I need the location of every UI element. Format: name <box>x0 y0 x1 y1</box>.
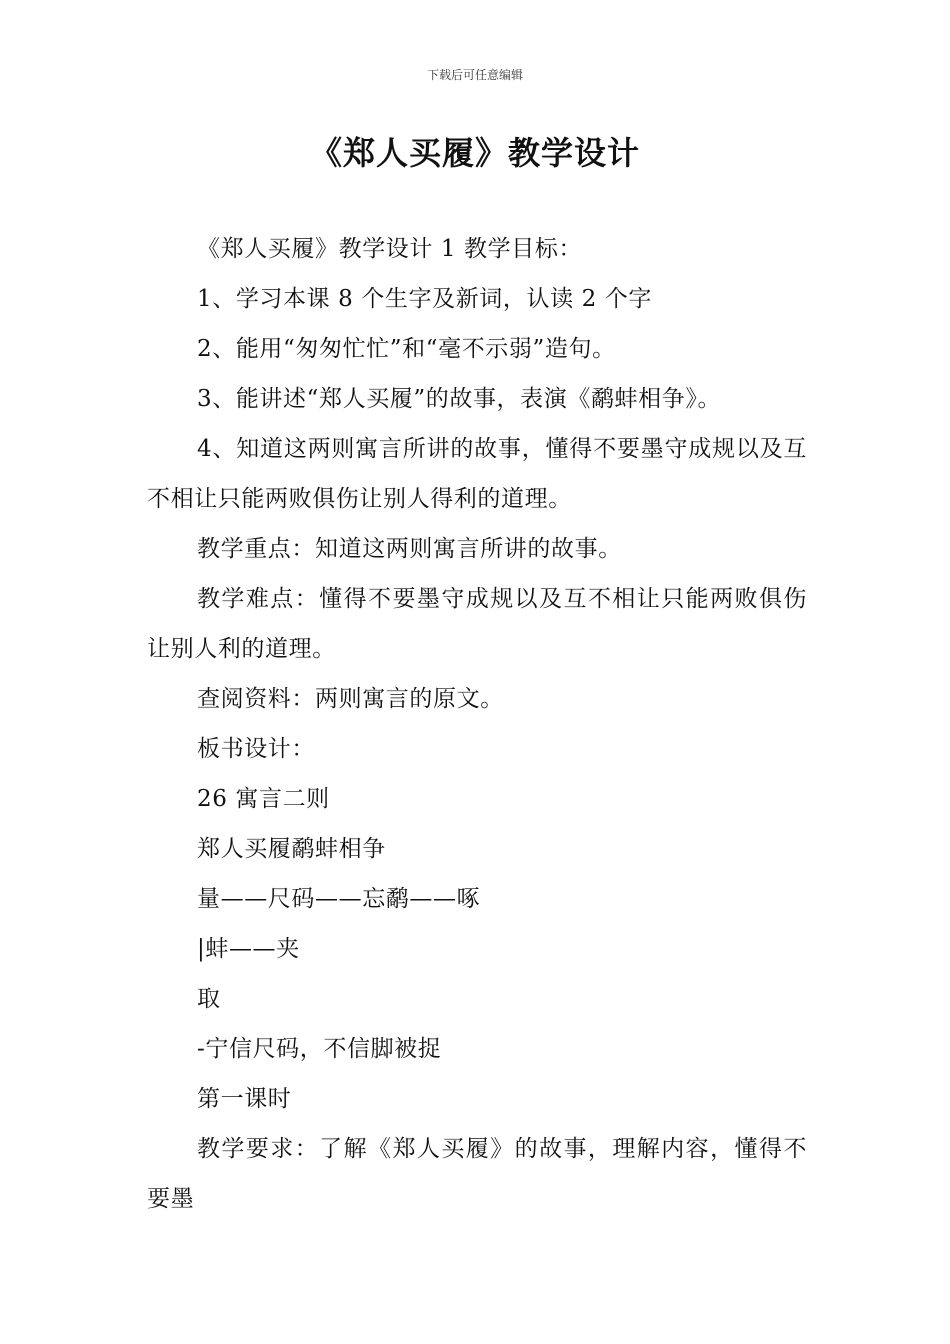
header-note: 下载后可任意编辑 <box>426 68 523 82</box>
paragraph-board-line-1: 量——尺码——忘鹬——啄 <box>197 886 481 912</box>
paragraph-requirements: 教学要求：了解《郑人买履》的故事，理解内容，懂得不要墨 <box>147 1136 807 1212</box>
paragraph-board-line-4: -宁信尺码，不信脚被捉 <box>197 1036 442 1062</box>
paragraph-key-point: 教学重点：知道这两则寓言所讲的故事。 <box>197 536 622 562</box>
paragraph-objective-2: 2、能用“匆匆忙忙”和“毫不示弱”造句。 <box>197 336 616 362</box>
paragraph-board-line-3: 取 <box>197 986 221 1012</box>
paragraph-objectives-heading: 《郑人买履》教学设计 1 教学目标： <box>197 236 583 262</box>
paragraph-first-period: 第一课时 <box>197 1086 292 1112</box>
document-body <box>147 224 807 1224</box>
paragraph-difficulty: 教学难点：懂得不要墨守成规以及互不相让只能两败俱伤让别人利的道理。 <box>147 586 807 662</box>
document-title: 《郑人买履》教学设计 <box>309 134 640 172</box>
paragraph-board-design: 板书设计： <box>197 736 315 762</box>
paragraph-objective-3: 3、能讲述“郑人买履”的故事，表演《鹬蚌相争》。 <box>197 386 722 412</box>
paragraph-materials: 查阅资料：两则寓言的原文。 <box>197 686 504 712</box>
paragraph-objective-4: 4、知道这两则寓言所讲的故事，懂得不要墨守成规以及互不相让只能两败俱伤让别人得利的道理。 <box>147 436 807 512</box>
paragraph-fable-names: 郑人买履鹬蚌相争 <box>197 836 386 862</box>
paragraph-board-line-2: |蚌——夹 <box>197 936 300 962</box>
paragraph-lesson-title: 26 寓言二则 <box>197 786 330 812</box>
paragraph-objective-1: 1、学习本课 8 个生字及新词，认读 2 个字 <box>197 286 652 312</box>
